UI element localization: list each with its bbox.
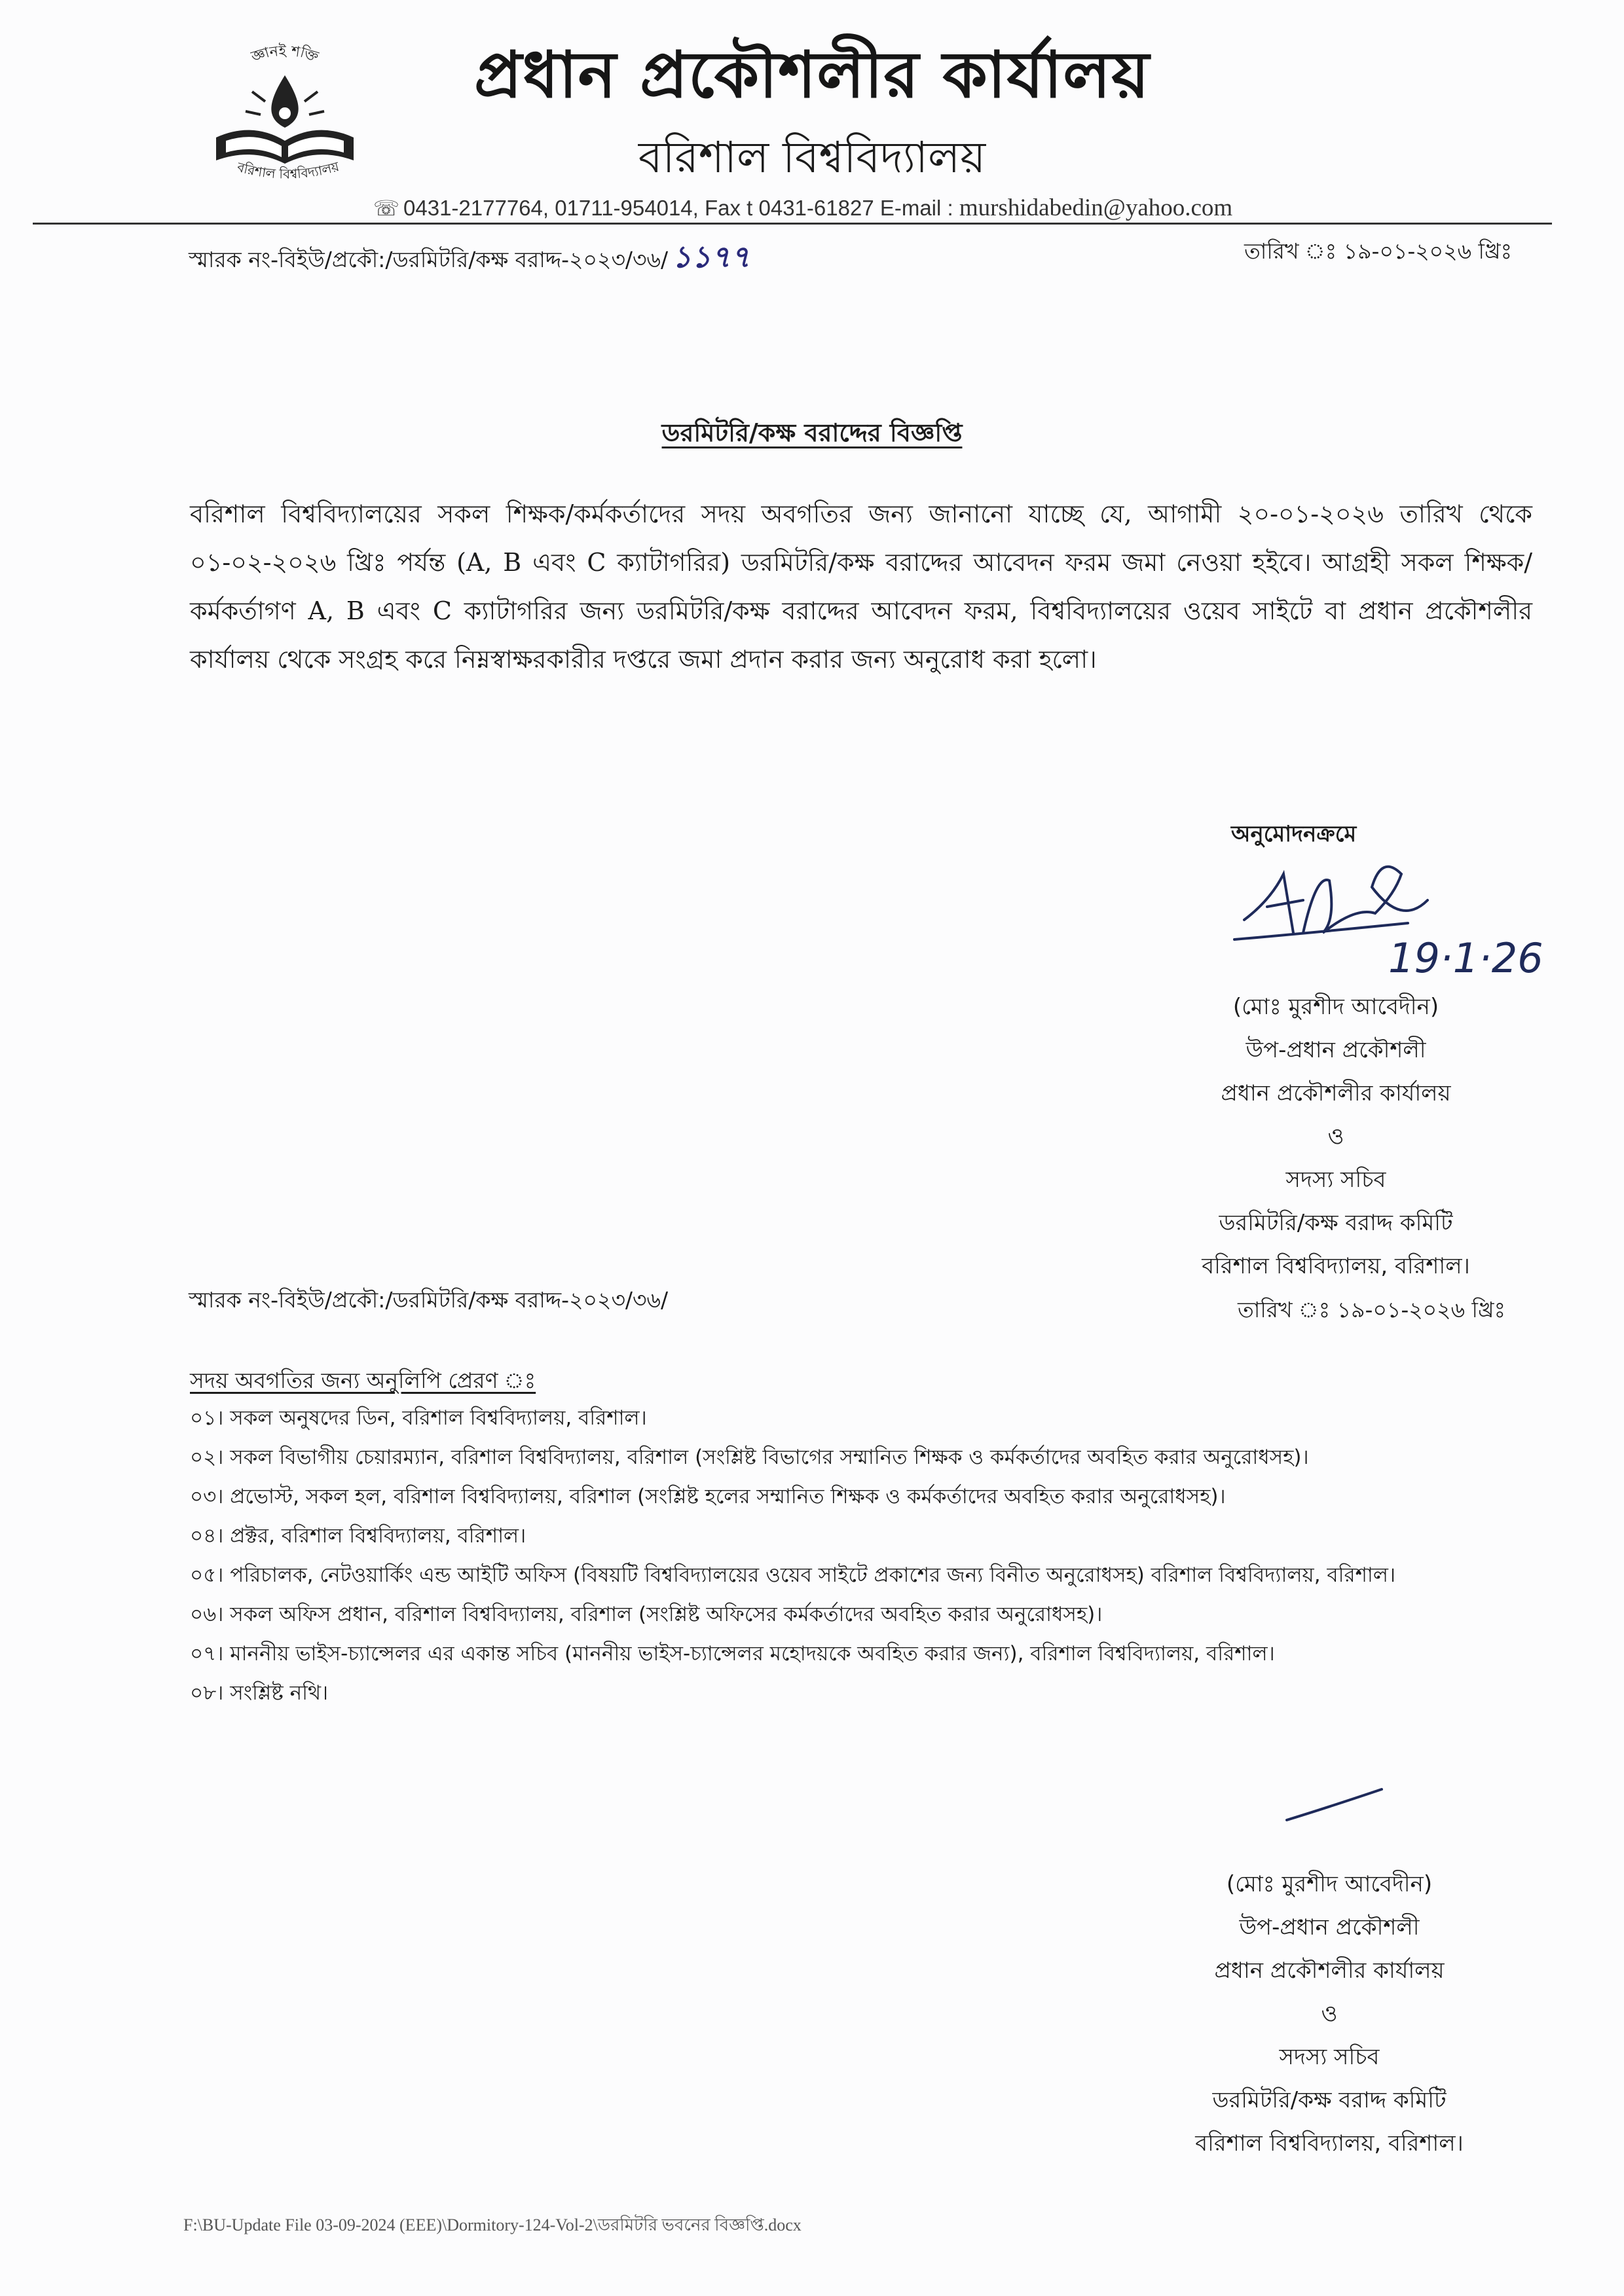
notice-title: ডরমিটরি/কক্ষ বরাদ্দের বিজ্ঞপ্তি xyxy=(661,418,963,447)
list-item: ০৪। প্রক্টর, বরিশাল বিশ্ববিদ্যালয়, বরিশাল। xyxy=(190,1524,526,1548)
copy-heading: সদয় অবগতির জন্য অনুলিপি প্রেরণ ঃ xyxy=(190,1368,536,1393)
signatory-name: (মোঃ মুরশীদ আবেদীন) xyxy=(1232,994,1439,1020)
logo-motto: জ্ঞানই শক্তি xyxy=(249,43,321,65)
signature-date: 19·1·26 xyxy=(1388,934,1543,982)
copy-list xyxy=(190,1401,1529,1715)
university-name: বরিশাল বিশ্ববিদ্যালয় xyxy=(638,132,986,183)
list-item: ০৩। প্রভোস্ট, সকল হল, বরিশাল বিশ্ববিদ্যালয়, বরিশাল (সংশ্লিষ্ট হলের সম্মানিত শিক্ষক ও কর্মকর্তাদের অবহিত করার অনুরোধসহ)। xyxy=(190,1485,1226,1508)
signatory-university: বরিশাল বিশ্ববিদ্যালয়, বরিশাল। xyxy=(1202,1253,1470,1279)
logo-university: বরিশাল বিশ্ববিদ্যালয় xyxy=(235,158,341,182)
signatory-committee: ডরমিটরি/কক্ষ বরাদ্দ কমিটি xyxy=(1212,2087,1447,2113)
phone-icon: ☏ xyxy=(373,196,400,220)
email-address: murshidabedin@yahoo.com xyxy=(959,194,1233,221)
list-item: ০২। সকল বিভাগীয় চেয়ারম্যান, বরিশাল বিশ্ববিদ্যালয়, বরিশাল (সংশ্লিষ্ট বিভাগের সম্মানিত শিক্ষক ও কর্মকর্তাদের অবহিত করার অনুরোধসহ)। xyxy=(190,1446,1309,1469)
signatory-office: প্রধান প্রকৌশলীর কার্যালয় xyxy=(1214,1958,1445,1984)
office-title: প্রধান প্রকৌশলীর কার্যালয় xyxy=(474,37,1150,113)
notice-body: বরিশাল বিশ্ববিদ্যালয়ের সকল শিক্ষক/কর্মকর্তাদের সদয় অবগতির জন্য জানানো যাচ্ছে যে, আগামী ২০-০১-২০২৬ তারিখ থেকে ০১-০২-২০২৬ খ্রিঃ পর্যন্ত (A, B এবং C ক্যাটাগরির) ডরমিটরি/কক্ষ বরাদ্দের আবেদন ফরম জমা নেওয়া হইবে। আগ্রহী সকল শিক্ষক/কর্মকর্তাগণ A, B এবং C ক্যাটাগরির জন্য ডরমিটরি/কক্ষ বরাদ্দের আবেদন ফরম, বিশ্ববিদ্যালয়ের ওয়েব সাইটে বা প্রধান প্রকৌশলীর কার্যালয় থেকে সংগ্রহ করে নিম্নস্বাক্ষরকারীর দপ্তরে জমা প্রদান করার জন্য অনুরোধ করা হলো। xyxy=(190,500,1532,674)
list-item: ০৬। সকল অফিস প্রধান, বরিশাল বিশ্ববিদ্যালয়, বরিশাল (সংশ্লিষ্ট অফিসের কর্মকর্তাদের অবহিত করার অনুরোধসহ)। xyxy=(190,1603,1103,1626)
memo-ref-text: স্মারক নং-বিইউ/প্রকৌ:/ডরমিটরি/কক্ষ বরাদ্দ-২০২৩/৩৬/ xyxy=(189,247,669,272)
memo-ref-handwritten: ১১৭৭ xyxy=(672,239,750,274)
list-item: ০৫। পরিচালক, নেটওয়ার্কিং এন্ড আইটি অফিস (বিষয়টি বিশ্ববিদ্যালয়ের ওয়েব সাইটে প্রকাশের জন্য বিনীত অনুরোধসহ) বরিশাল বিশ্ববিদ্যালয়, বরিশাল। xyxy=(190,1563,1396,1587)
signatory-name: (মোঃ মুরশীদ আবেদীন) xyxy=(1226,1871,1433,1897)
signatory-role: সদস্য সচিব xyxy=(1285,1167,1386,1193)
memo-reference-copy: স্মারক নং-বিইউ/প্রকৌ:/ডরমিটরি/কক্ষ বরাদ্দ-২০২৩/৩৬/ xyxy=(189,1287,669,1313)
signatory-role: সদস্য সচিব xyxy=(1279,2044,1380,2070)
signatory-and: ও xyxy=(1321,2001,1338,2027)
contact-line xyxy=(373,194,1232,222)
signatory-and: ও xyxy=(1327,1123,1344,1150)
signatory-designation: উপ-প্রধান প্রকৌশলী xyxy=(1239,1914,1420,1941)
signatory-block xyxy=(1107,985,1565,1288)
signatory-committee: ডরমিটরি/কক্ষ বরাদ্দ কমিটি xyxy=(1219,1210,1453,1236)
signatory-block-copy xyxy=(1100,1863,1559,2165)
memo-date-copy: তারিখ ঃ ১৯-০১-২০২৬ খ্রিঃ xyxy=(1238,1297,1506,1322)
list-item: ০১। সকল অনুষদের ডিন, বরিশাল বিশ্ববিদ্যালয়, বরিশাল। xyxy=(190,1406,647,1430)
signatory-designation: উপ-প্রধান প্রকৌশলী xyxy=(1246,1037,1426,1063)
list-item: ০৭। মাননীয় ভাইস-চ্যান্সেলর এর একান্ত সচিব (মাননীয় ভাইস-চ্যান্সেলর মহোদয়কে অবহিত করার জন্য), বরিশাল বিশ্ববিদ্যালয়, বরিশাল। xyxy=(190,1642,1275,1666)
approval-label: অনুমোদনক্রমে xyxy=(1231,821,1357,847)
file-path-footer: F:\BU-Update File 03-09-2024 (EEE)\Dormitory-124-Vol-2\ডরমিটরি ভবনের বিজ্ঞপ্তি.docx xyxy=(183,2215,802,2234)
memo-reference xyxy=(189,234,750,284)
signatory-office: প্রধান প্রকৌশলীর কার্যালয় xyxy=(1221,1080,1451,1106)
contact-numbers: 0431-2177764, 01711-954014, Fax t 0431-61827 E-mail : xyxy=(403,196,953,220)
list-item: ০৮। সংশ্লিষ্ট নথি। xyxy=(190,1681,329,1705)
handwritten-signature xyxy=(1231,835,1543,992)
initial-stroke xyxy=(1283,1784,1388,1823)
signatory-university: বরিশাল বিশ্ববিদ্যালয়, বরিশাল। xyxy=(1195,2130,1464,2157)
header-divider xyxy=(33,223,1552,225)
memo-date: তারিখ ঃ ১৯-০১-২০২৬ খ্রিঃ xyxy=(1244,238,1513,264)
